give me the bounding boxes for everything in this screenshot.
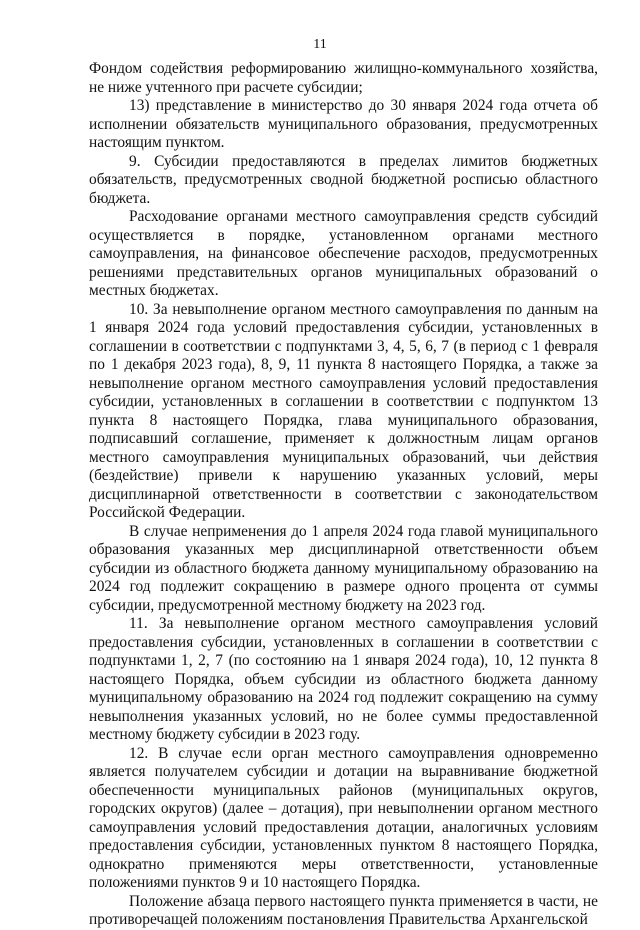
document-body bbox=[89, 60, 598, 930]
page-number: 11 bbox=[313, 37, 327, 52]
paragraph-11-reduction: 11. За невыполнение органом местного самоуправления условий предоставления субсидии, установленных в соглашении в соответствии с подпунктами 1, 2, 7 (по состоянию на 1 января 2024 года), 10, 12 пункта 8 настоящего Порядка, объем субсидии из областного бюджета данному муниципальному образованию на 2024 год подлежит сокращению на сумму невыполнения указанных условий, но не более суммы предоставленной местному бюджету субсидии в 2023 году. bbox=[89, 615, 598, 743]
paragraph-item-13-report: 13) представление в министерство до 30 января 2024 года отчета об исполнении обязательств муниципального образования, предусмотренных настоящим пунктом. bbox=[89, 97, 598, 151]
paragraph-9-budget-limits: 9. Субсидии предоставляются в пределах лимитов бюджетных обязательств, предусмотренных сводной бюджетной росписью областного бюджета. bbox=[89, 152, 598, 207]
paragraph-application-limits: Положение абзаца первого настоящего пункта применяется в части, не противоречащей положениям постановления Правительства Архангельской bbox=[89, 892, 598, 928]
paragraph-continuation: Фондом содействия реформированию жилищно-коммунального хозяйства, не ниже учтенного при расчете субсидии; bbox=[89, 60, 598, 96]
paragraph-non-application: В случае неприменения до 1 апреля 2024 года главой муниципального образования указанных мер дисциплинарной ответственности объем субсидии из областного бюджета данному муниципальному образованию на 2024 год подлежит сокращению в размере одного процента от суммы субсидии, предусмотренной местному бюджету на 2023 год. bbox=[89, 522, 598, 614]
paragraph-spending-procedure: Расходование органами местного самоуправления средств субсидий осуществляется в порядке, установленном органами местного самоуправления, на финансовое обеспечение расходов, предусмотренных решениями представительных органов муниципальных образований о местных бюджетах. bbox=[89, 208, 598, 299]
paragraph-12-subsidy-and-grant: 12. В случае если орган местного самоуправления одновременно является получателем субсидии и дотации на выравнивание бюджетной обеспеченности муниципальных районов (муниципальных округов, городских округов) (далее – дотация), при невыполнении органом местного самоуправления условий предоставления дотации, аналогичных условиям предоставления субсидии, установленных пунктом 8 настоящего Порядка, однократно применяются меры ответственности, установленные положениями пунктов 9 и 10 настоящего Порядка. bbox=[89, 744, 598, 891]
paragraph-10-disciplinary: 10. За невыполнение органом местного самоуправления по данным на 1 января 2024 года условий предоставления субсидии, установленных в соглашении в соответствии с подпунктами 3, 4, 5, 6, 7 (в период с 1 февраля по 1 декабря 2023 года), 8, 9, 11 пункта 8 настоящего Порядка, а также за невыполнение органом местного самоуправления условий предоставления субсидии, установленных в соглашении в соответствии с подпунктом 13 пункта 8 настоящего Порядка, глава муниципального образования, подписавший соглашение, применяет к должностным лицам органов местного самоуправления муниципальных образований, чьи действия (бездействие) привели к нарушению указанных условий, меры дисциплинарной ответственности в соответствии с законодательством Российской Федерации. bbox=[89, 300, 598, 521]
